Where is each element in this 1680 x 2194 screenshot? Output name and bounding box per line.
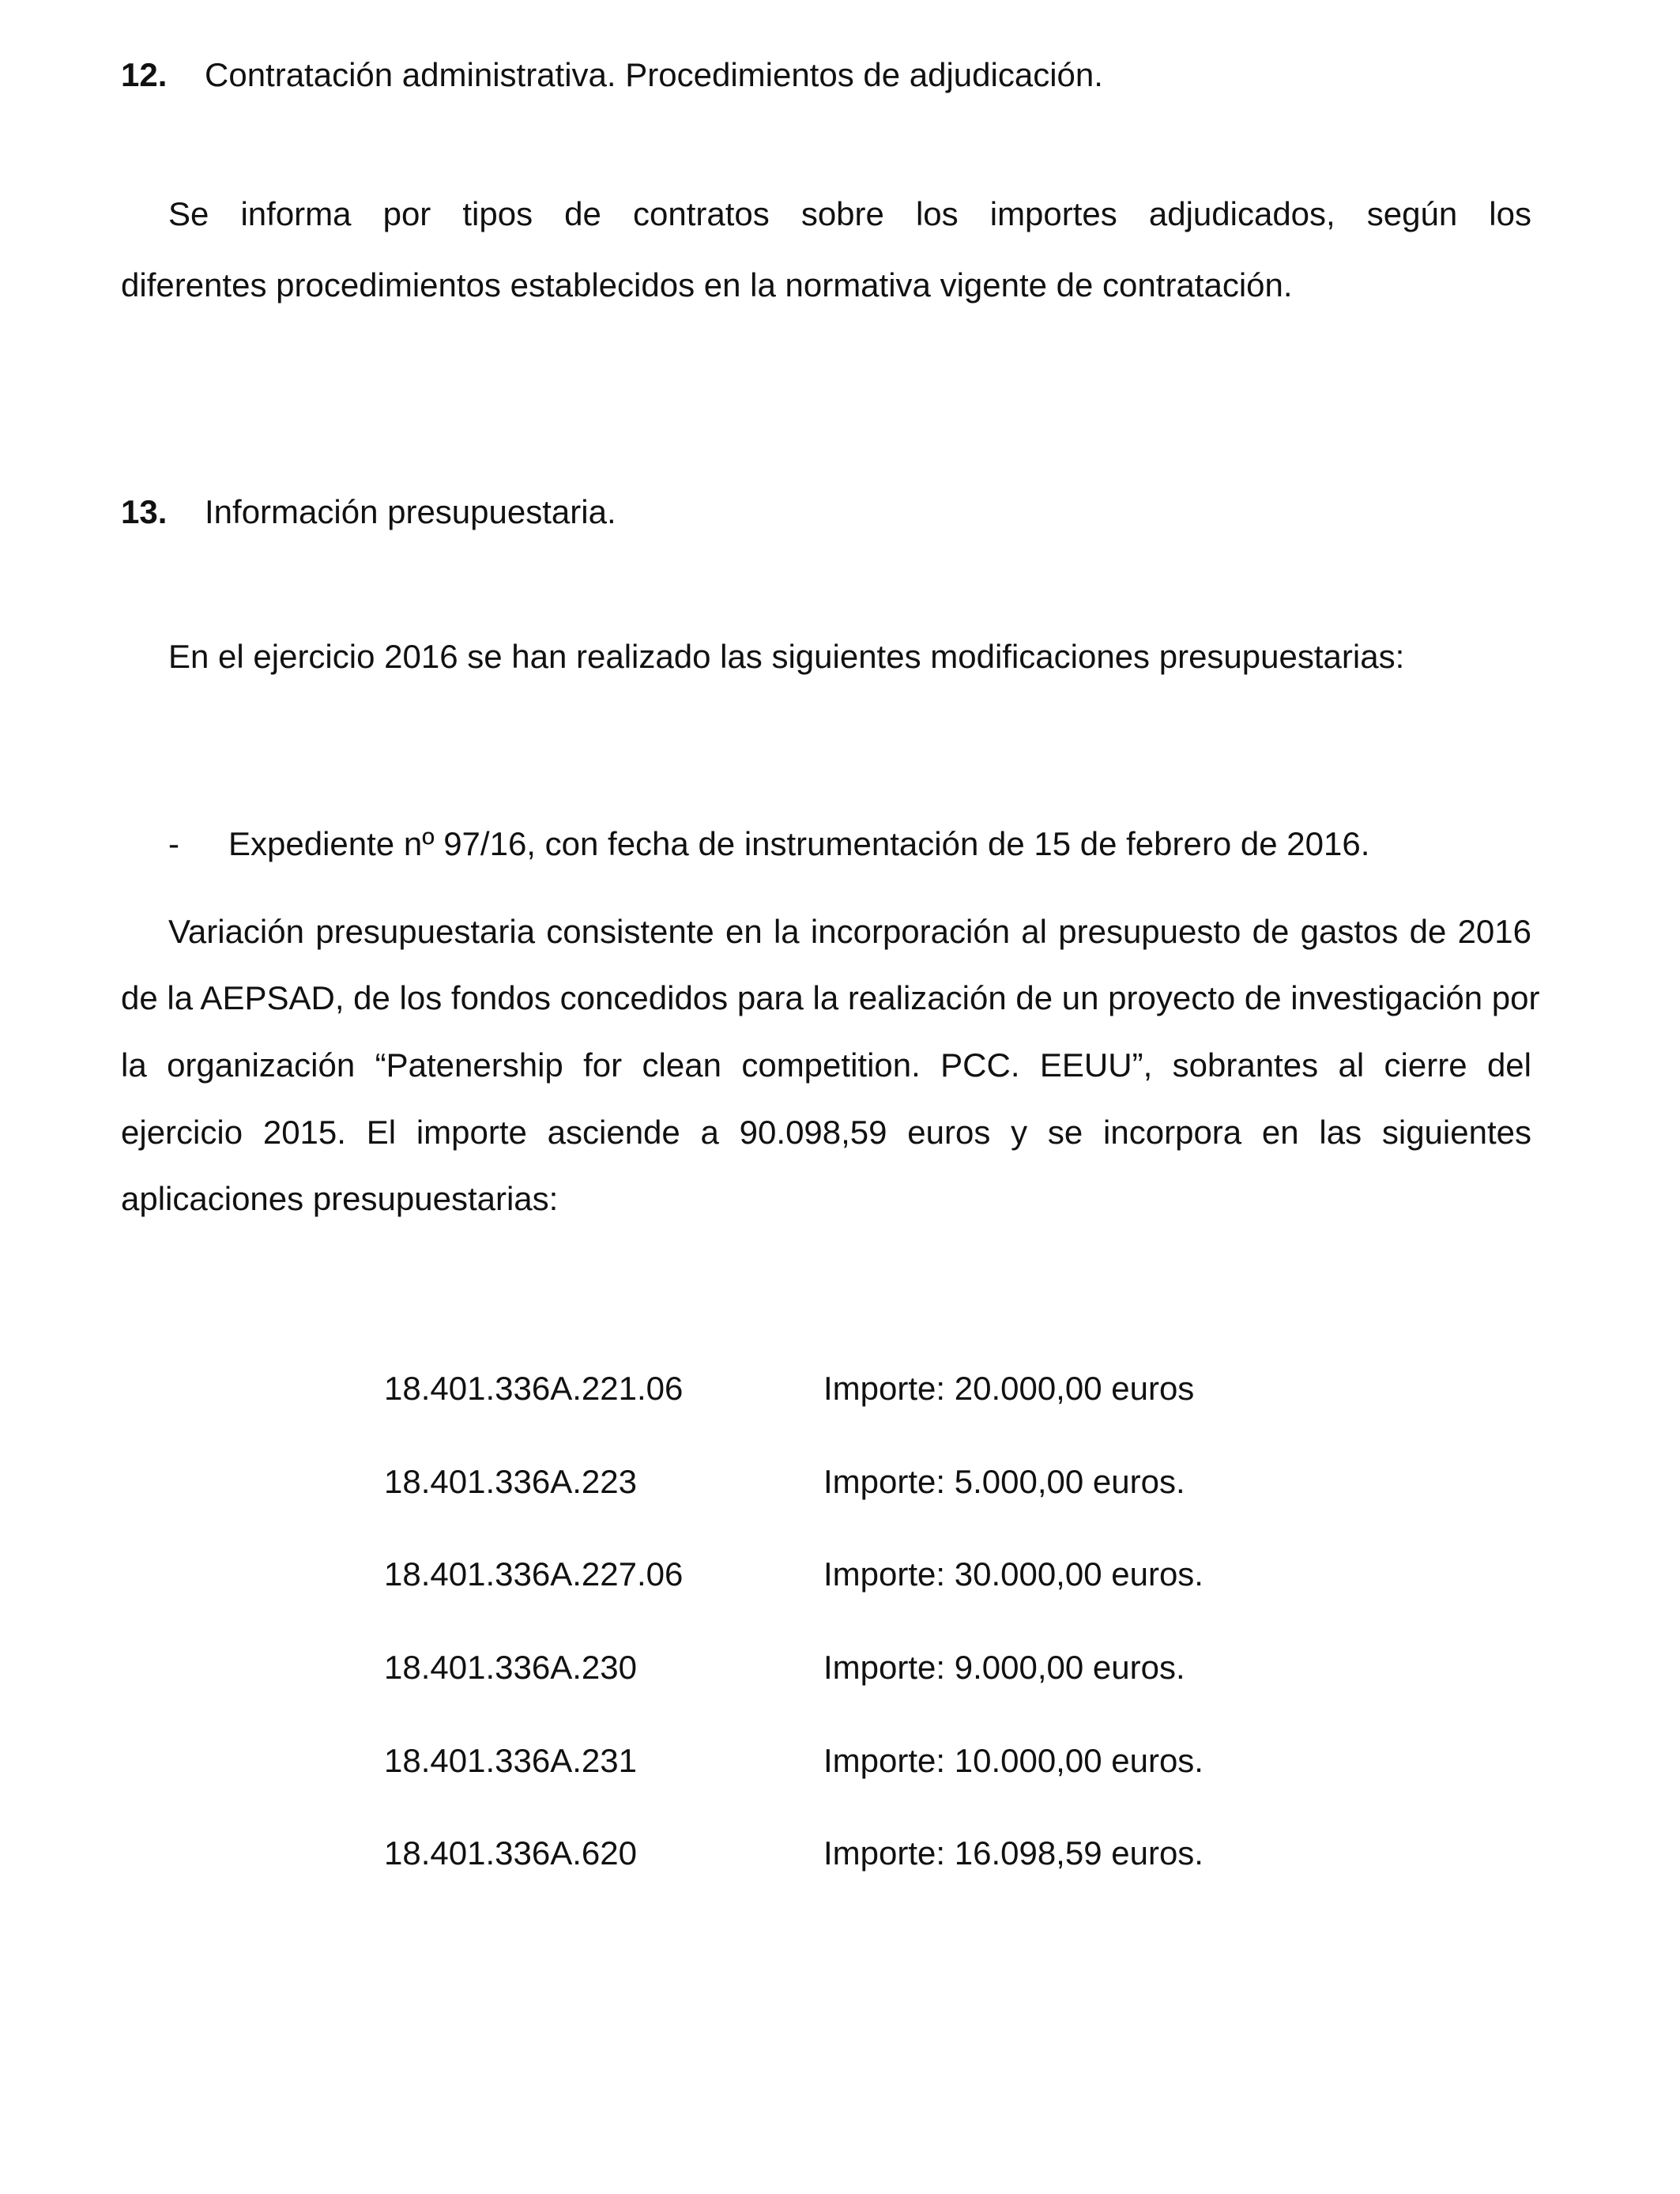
section-12-paragraph-line-1 (168, 195, 1531, 232)
bullet-text: Expediente nº 97/16, con fecha de instrumentación de 15 de febrero de 2016. (228, 825, 1370, 862)
section-13-paragraph-line-4 (121, 1116, 1531, 1149)
section-12-paragraph-line-2: diferentes procedimientos establecidos en la normativa vigente de contratación. (121, 266, 1293, 303)
application-code: 18.401.336A.230 (384, 1649, 637, 1686)
application-amount: Importe: 16.098,59 euros. (823, 1834, 1203, 1872)
application-code: 18.401.336A.223 (384, 1463, 637, 1500)
bullet-marker: - (168, 825, 179, 862)
section-13-paragraph-line-5: aplicaciones presupuestarias: (121, 1180, 559, 1217)
application-amount: Importe: 10.000,00 euros. (823, 1742, 1203, 1779)
section-13-paragraph-line-1 (168, 915, 1531, 948)
section-12-title: Contratación administrativa. Procedimientos de adjudicación. (205, 56, 1103, 93)
application-code: 18.401.336A.221.06 (384, 1370, 684, 1407)
section-13-title: Información presupuestaria. (205, 493, 616, 530)
application-code: 18.401.336A.227.06 (384, 1555, 684, 1593)
section-13-intro: En el ejercicio 2016 se han realizado las siguientes modificaciones presupuestarias: (168, 638, 1405, 675)
application-amount: Importe: 20.000,00 euros (823, 1370, 1195, 1407)
application-amount: Importe: 9.000,00 euros. (823, 1649, 1185, 1686)
application-amount: Importe: 30.000,00 euros. (823, 1555, 1203, 1593)
section-13-paragraph-line-2 (121, 979, 1540, 1016)
paragraph-line-text: de la AEPSAD, de los fondos concedidos para la realización de un proyecto de investigación por (121, 979, 1540, 1016)
section-13-paragraph-line-3 (121, 1046, 1531, 1084)
section-13-number: 13. (121, 493, 168, 530)
paragraph-line-text: ejercicio 2015. El importe asciende a 90.098,59 euros y se incorpora en las siguientes (121, 1114, 1531, 1151)
section-12-number: 12. (121, 56, 168, 93)
application-code: 18.401.336A.231 (384, 1742, 637, 1779)
application-amount: Importe: 5.000,00 euros. (823, 1463, 1185, 1500)
paragraph-line-text: Se informa por tipos de contratos sobre los importes adjudicados, según los (168, 195, 1531, 232)
application-code: 18.401.336A.620 (384, 1834, 637, 1872)
paragraph-line-text: Variación presupuestaria consistente en la incorporación al presupuesto de gastos de 2016 (168, 913, 1531, 950)
paragraph-line-text: la organización “Patenership for clean competition. PCC. EEUU”, sobrantes al cierre del (121, 1046, 1531, 1084)
